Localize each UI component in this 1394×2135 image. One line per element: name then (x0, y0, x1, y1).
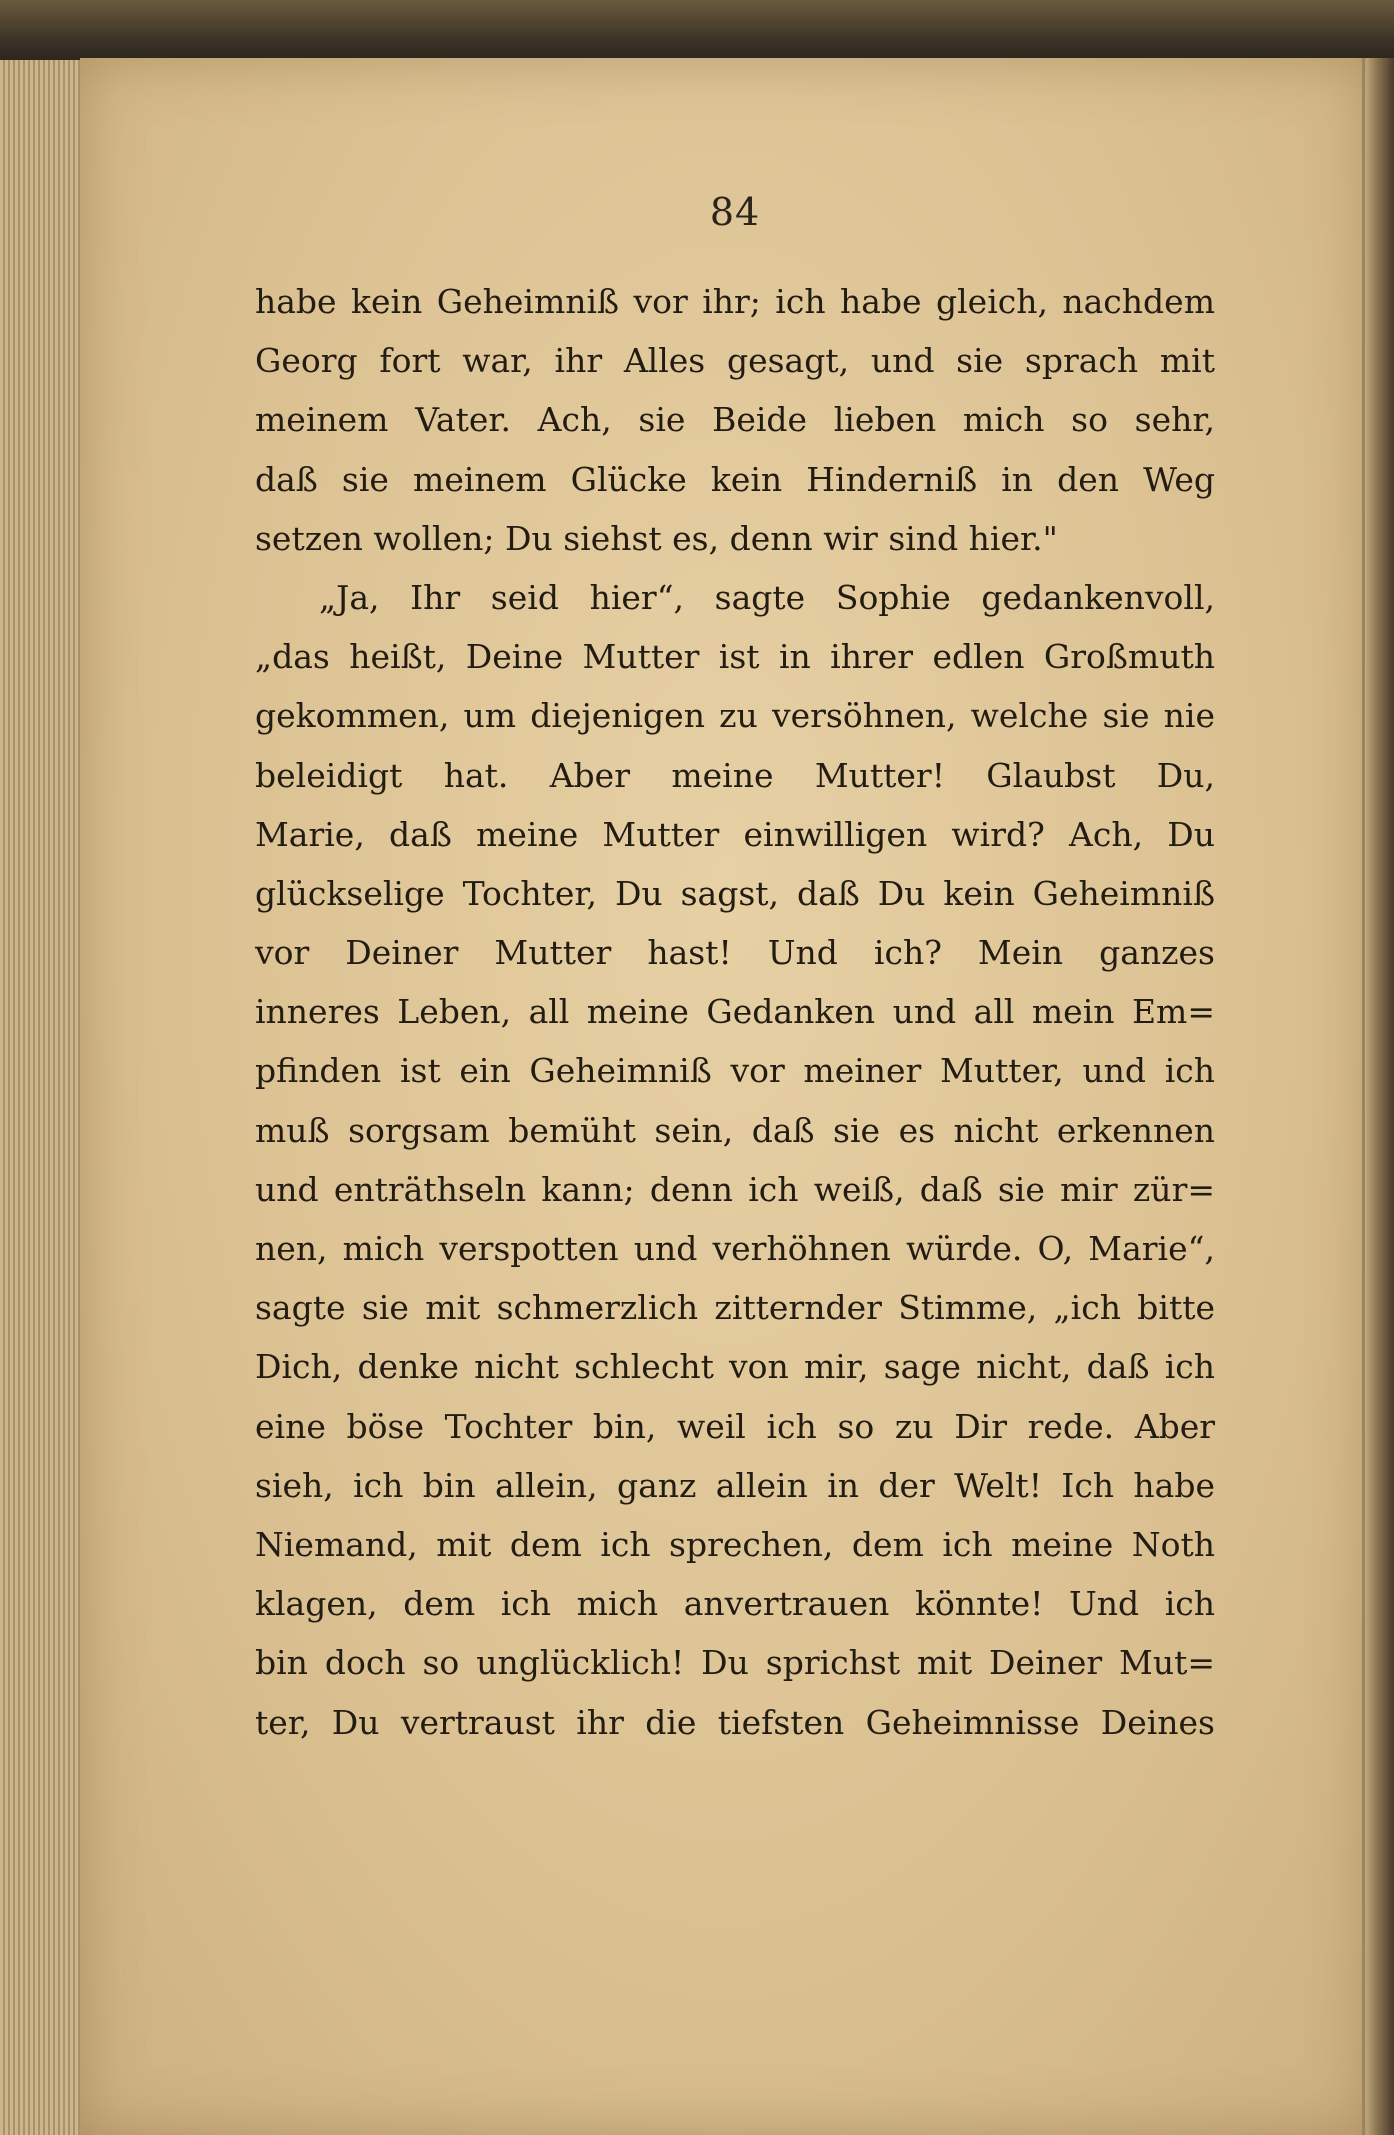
text-line: pfinden ist ein Geheimniß vor meiner Mutter, und ich (255, 1051, 1215, 1091)
text-line: sieh, ich bin allein, ganz allein in der Welt! Ich habe (255, 1465, 1215, 1505)
text-line: eine böse Tochter bin, weil ich so zu Dir rede. Aber (255, 1406, 1215, 1446)
page-number: 84 (709, 190, 761, 234)
book-binding-right (1366, 58, 1394, 2135)
page-edge-line (1362, 58, 1365, 2135)
text-line: vor Deiner Mutter hast! Und ich? Mein ganzes (255, 933, 1215, 973)
text-line: glückselige Tochter, Du sagst, daß Du kein Geheimniß (255, 873, 1215, 913)
text-line: inneres Leben, all meine Gedanken und all mein Em= (255, 992, 1215, 1032)
body-text (255, 272, 1215, 1752)
text-line: muß sorgsam bemüht sein, daß sie es nicht erkennen (255, 1110, 1215, 1150)
text-line: habe kein Geheimniß vor ihr; ich habe gleich, nachdem (255, 282, 1215, 321)
text-line: Dich, denke nicht schlecht von mir, sage nicht, daß ich (255, 1347, 1215, 1387)
text-line: Marie, daß meine Mutter einwilligen wird? Ach, Du (255, 814, 1215, 854)
text-line: beleidigt hat. Aber meine Mutter! Glaubst Du, (255, 755, 1215, 795)
text-line: sagte sie mit schmerzlich zitternder Stimme, „ich bitte (255, 1288, 1215, 1328)
text-line: bin doch so unglücklich! Du sprichst mit Deiner Mut= (255, 1643, 1215, 1683)
text-line: ter, Du vertraust ihr die tiefsten Geheimnisse Deines (255, 1702, 1215, 1742)
text-line: gekommen, um diejenigen zu versöhnen, welche sie nie (255, 696, 1215, 736)
page-stack-edge (0, 60, 82, 2135)
text-line: setzen wollen; Du siehst es, denn wir sind hier." (255, 518, 1058, 558)
text-line: „Ja, Ihr seid hier“, sagte Sophie gedankenvoll, (319, 577, 1215, 617)
text-line: und enträthseln kann; denn ich weiß, daß sie mir zür= (255, 1169, 1215, 1209)
text-line: daß sie meinem Glücke kein Hinderniß in den Weg (255, 459, 1215, 499)
text-line: meinem Vater. Ach, sie Beide lieben mich so sehr, (255, 400, 1215, 440)
text-line: nen, mich verspotten und verhöhnen würde. O, Marie“, (255, 1229, 1215, 1268)
text-line: „das heißt, Deine Mutter ist in ihrer edlen Großmuth (255, 637, 1215, 677)
text-line: Niemand, mit dem ich sprechen, dem ich meine Noth (255, 1524, 1215, 1564)
text-line: Georg fort war, ihr Alles gesagt, und sie sprach mit (255, 341, 1215, 381)
text-line: klagen, dem ich mich anvertrauen könnte! Und ich (255, 1584, 1215, 1624)
